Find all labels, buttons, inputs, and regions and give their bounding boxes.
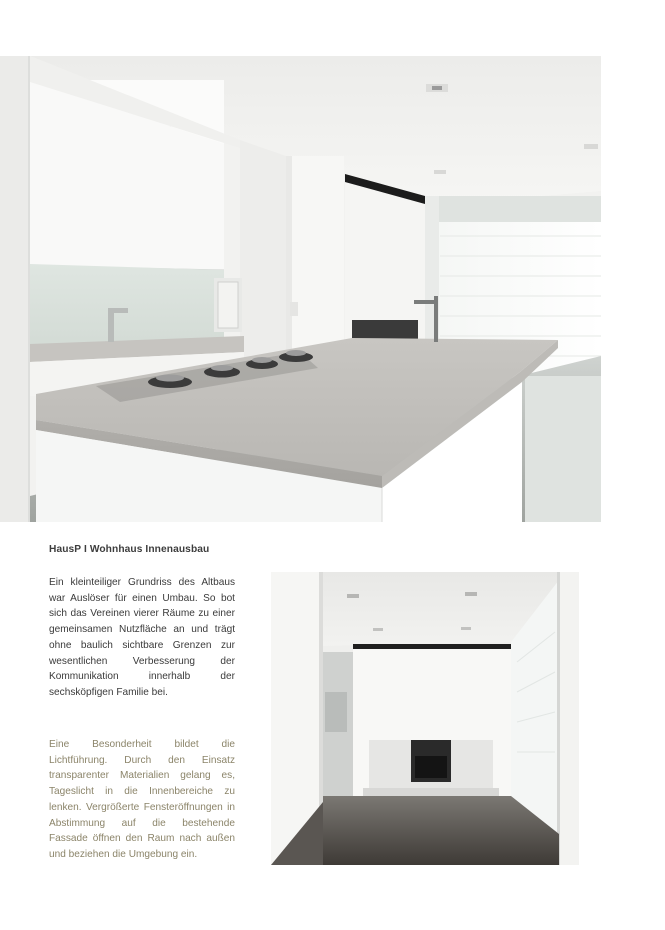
body-paragraph-1: Ein kleinteiliger Grundriss des Altbaus war Auslöser für einen Umbau. So bot sich das Vereinen vierer Räume zu einer gemeinsamen Nutzfläche an und trägt ohne baulich sichtbare Grenzen zur wesentlichen Verbesserung der Kommunikation innerhalb der sechsköpfigen Familie bei.: [49, 577, 235, 698]
body-paragraph-2: Eine Besonderheit bildet die Lichtführung. Durch den Einsatz transparenter Materialien gelang es, Tageslicht in die Innenbereiche zu lenken. Vergrößerte Fensteröffnungen in Abstimmung auf die bestehende Fassade öffnen den Raum nach außen und beziehen die Umgebung ein.: [49, 739, 235, 860]
kitchen-photo: [0, 56, 601, 522]
living-room-photo: [271, 572, 579, 865]
article-title: HausP I Wohnhaus Innenausbau: [49, 544, 210, 555]
